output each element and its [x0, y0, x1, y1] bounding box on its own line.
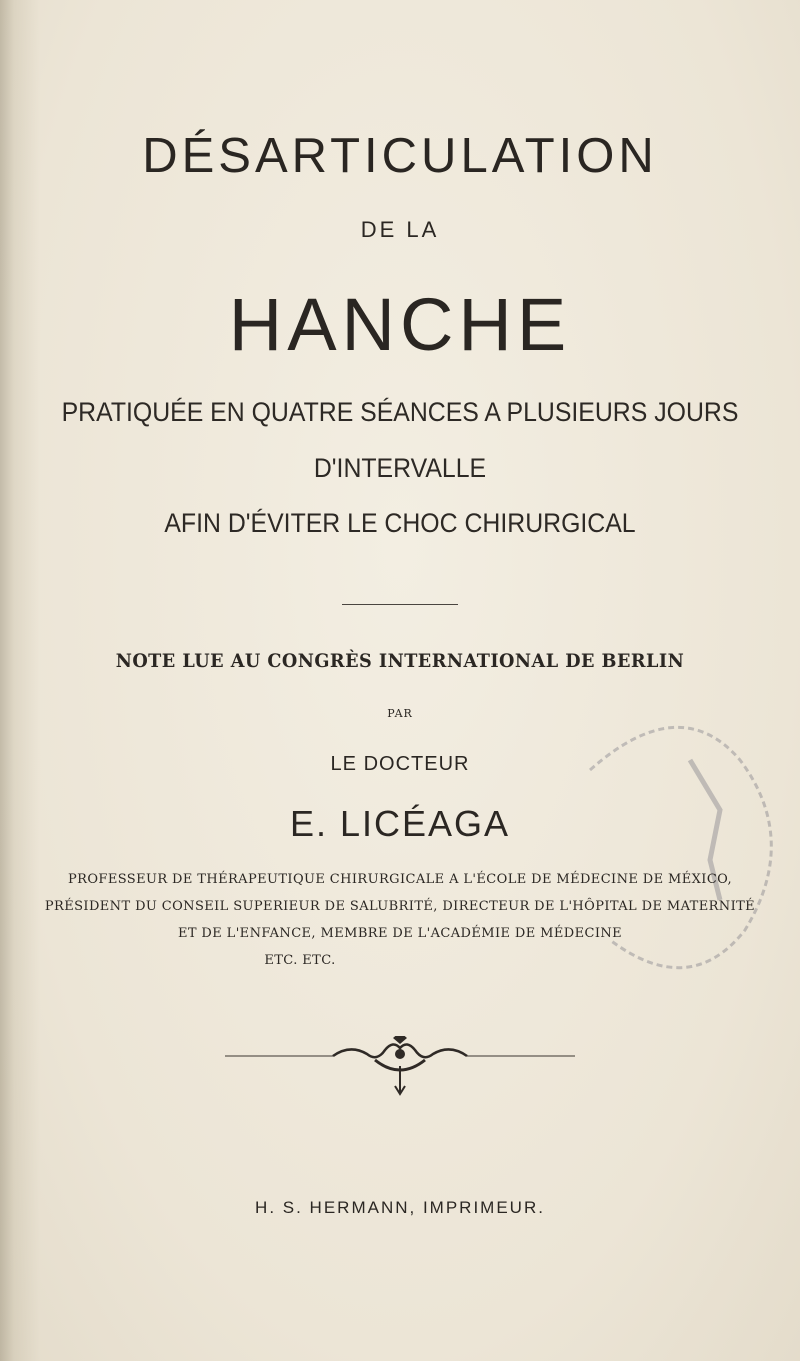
divider-rule: [342, 604, 458, 605]
fleuron-ornament-icon: [225, 1036, 575, 1096]
credential-line-2: PRÉSIDENT DU CONSEIL SUPERIEUR DE SALUBRITÉ, DIRECTEUR DE L'HÔPITAL DE MATERNITÉ: [44, 899, 756, 914]
subtitle-line-2: D'INTERVALLE: [313, 453, 487, 483]
byline-par: PAR: [387, 707, 413, 720]
credential-line-1: PROFESSEUR DE THÉRAPEUTIQUE CHIRURGICALE A L'ÉCOLE DE MÉDECINE DE MÉXICO,: [68, 872, 732, 887]
subtitle-line-3: AFIN D'ÉVITER LE CHOC CHIRURGICAL: [164, 508, 636, 538]
byline-title: LE DOCTEUR: [330, 753, 470, 775]
author-name: E. LICÉAGA: [289, 803, 511, 844]
title-line-3: HANCHE: [228, 283, 572, 366]
congress-note: NOTE LUE AU CONGRÈS INTERNATIONAL DE BERLIN: [115, 650, 685, 672]
credential-line-3: ET DE L'ENFANCE, MEMBRE DE L'ACADÉMIE DE MÉDECINE: [177, 926, 623, 941]
library-stamp-icon: [570, 700, 800, 990]
title-line-2: DE LA: [360, 217, 440, 242]
printer-imprint: H. S. HERMANN, IMPRIMEUR.: [255, 1198, 545, 1217]
credential-line-4: ETC. ETC.: [264, 953, 336, 968]
subtitle-line-1: PRATIQUÉE EN QUATRE SÉANCES A PLUSIEURS JOURS: [61, 397, 739, 427]
title-line-1: DÉSARTICULATION: [142, 129, 658, 183]
